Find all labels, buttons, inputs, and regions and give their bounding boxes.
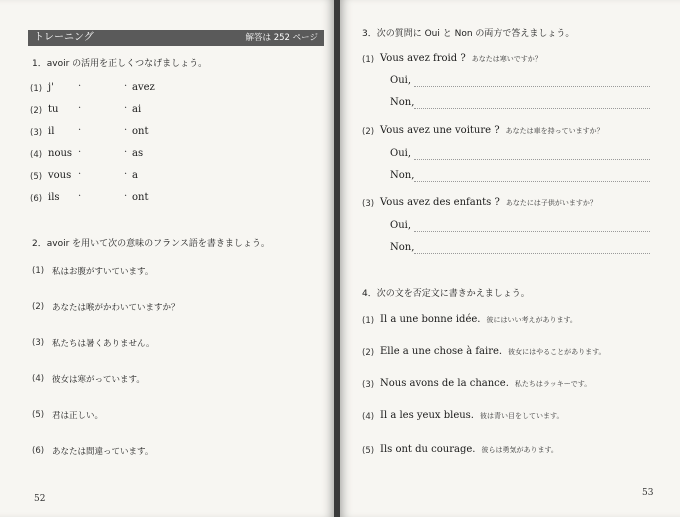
answer-line <box>414 231 650 232</box>
japanese-gloss: 彼にはいい考えがあります。 <box>486 316 577 324</box>
verb-form: ont <box>132 126 149 137</box>
row-number: (1) <box>362 316 375 326</box>
japanese-gloss: あなたには子供がいますか？ <box>505 199 597 207</box>
answer-line <box>414 181 650 182</box>
match-dot: · <box>124 191 128 202</box>
japanese-prompt: 私たちは暑くありません。 <box>52 339 155 349</box>
match-dot: · <box>78 169 82 180</box>
row-number: (2) <box>30 106 43 116</box>
answer-line <box>414 159 650 160</box>
japanese-gloss: 彼らは勇気があります。 <box>481 446 558 454</box>
french-sentence: Elle a une chose à faire. 彼女にはやることがあります。 <box>380 346 606 357</box>
japanese-prompt: 私はお腹がすいています。 <box>52 267 154 277</box>
row-number: (2) <box>32 302 45 312</box>
japanese-gloss: 私たちはラッキーです。 <box>514 380 592 388</box>
match-dot: · <box>78 81 82 92</box>
japanese-gloss: あなたは車を持っていますか？ <box>505 127 604 135</box>
french-sentence: Il a une bonne idée. 彼にはいい考えがあります。 <box>380 314 577 325</box>
header-title: トレーニング <box>34 32 94 43</box>
row-number: (4) <box>362 412 375 422</box>
match-dot: · <box>124 103 128 114</box>
section4-instruction: 4．次の文を否定文に書きかえましょう。 <box>362 289 530 299</box>
row-number: (4) <box>32 374 45 384</box>
japanese-prompt: あなたは喉がかわいていますか？ <box>52 303 180 313</box>
left-page <box>0 0 334 517</box>
oui-label: Oui, <box>390 75 412 86</box>
japanese-prompt: 君は正しい。 <box>52 411 104 421</box>
row-number: (1) <box>30 84 43 94</box>
verb-form: a <box>132 170 138 181</box>
row-number: (3) <box>30 128 43 138</box>
match-dot: · <box>124 125 128 136</box>
row-number: (5) <box>30 172 43 182</box>
verb-form: ont <box>132 192 149 203</box>
row-number: (5) <box>362 446 375 456</box>
verb-form: avez <box>132 82 155 93</box>
match-dot: · <box>124 169 128 180</box>
subject-pronoun: tu <box>48 104 59 115</box>
japanese-gloss: 彼女にはやることがあります。 <box>508 348 606 356</box>
match-dot: · <box>124 81 128 92</box>
subject-pronoun: vous <box>48 170 72 181</box>
question-number: (3) <box>362 199 375 209</box>
answer-line <box>414 108 650 109</box>
french-question: Vous avez une voiture ? あなたは車を持っていますか？ <box>380 125 604 136</box>
subject-pronoun: il <box>48 126 55 137</box>
row-number: (3) <box>32 338 45 348</box>
subject-pronoun: ils <box>48 192 60 203</box>
french-question: Vous avez froid ? あなたは寒いですか？ <box>380 53 542 64</box>
subject-pronoun: nous <box>48 148 73 159</box>
answer-line <box>414 86 650 87</box>
row-number: (2) <box>362 348 375 358</box>
japanese-gloss: あなたは寒いですか？ <box>471 55 542 63</box>
row-number: (6) <box>30 194 43 204</box>
page-number: 53 <box>642 488 654 498</box>
japanese-prompt: あなたは間違っています。 <box>52 447 154 457</box>
row-number: (5) <box>32 410 45 420</box>
right-page <box>340 0 680 517</box>
answer-line <box>414 253 650 254</box>
section3-instruction: 3．次の質問に Oui と Non の両方で答えましょう。 <box>362 29 575 39</box>
row-number: (4) <box>30 150 43 160</box>
section2-instruction: 2．avoir を用いて次の意味のフランス語を書きましょう。 <box>32 239 270 249</box>
match-dot: · <box>78 125 82 136</box>
match-dot: · <box>78 191 82 202</box>
subject-pronoun: j' <box>48 82 54 93</box>
non-label: Non, <box>390 97 415 108</box>
match-dot: · <box>78 147 82 158</box>
question-number: (2) <box>362 127 375 137</box>
french-question: Vous avez des enfants ? あなたには子供がいますか？ <box>380 197 597 208</box>
training-header <box>28 30 324 46</box>
verb-form: ai <box>132 104 142 115</box>
page-number: 52 <box>34 494 46 504</box>
non-label: Non, <box>390 242 415 253</box>
section1-instruction: 1．avoir の活用を正しくつなげましょう。 <box>32 59 208 69</box>
row-number: (6) <box>32 446 45 456</box>
match-dot: · <box>124 147 128 158</box>
match-dot: · <box>78 103 82 114</box>
oui-label: Oui, <box>390 148 412 159</box>
french-sentence: Il a les yeux bleus. 彼は青い目をしています。 <box>380 410 564 421</box>
question-number: (1) <box>362 55 375 65</box>
non-label: Non, <box>390 170 415 181</box>
french-sentence: Ils ont du courage. 彼らは勇気があります。 <box>380 444 558 455</box>
verb-form: as <box>132 148 144 159</box>
japanese-gloss: 彼は青い目をしています。 <box>480 412 564 420</box>
row-number: (1) <box>32 266 45 276</box>
row-number: (3) <box>362 380 375 390</box>
oui-label: Oui, <box>390 220 412 231</box>
answer-reference: 解答は 252 ページ <box>245 33 318 43</box>
japanese-prompt: 彼女は寒がっています。 <box>52 375 145 385</box>
french-sentence: Nous avons de la chance. 私たちはラッキーです。 <box>380 378 592 389</box>
